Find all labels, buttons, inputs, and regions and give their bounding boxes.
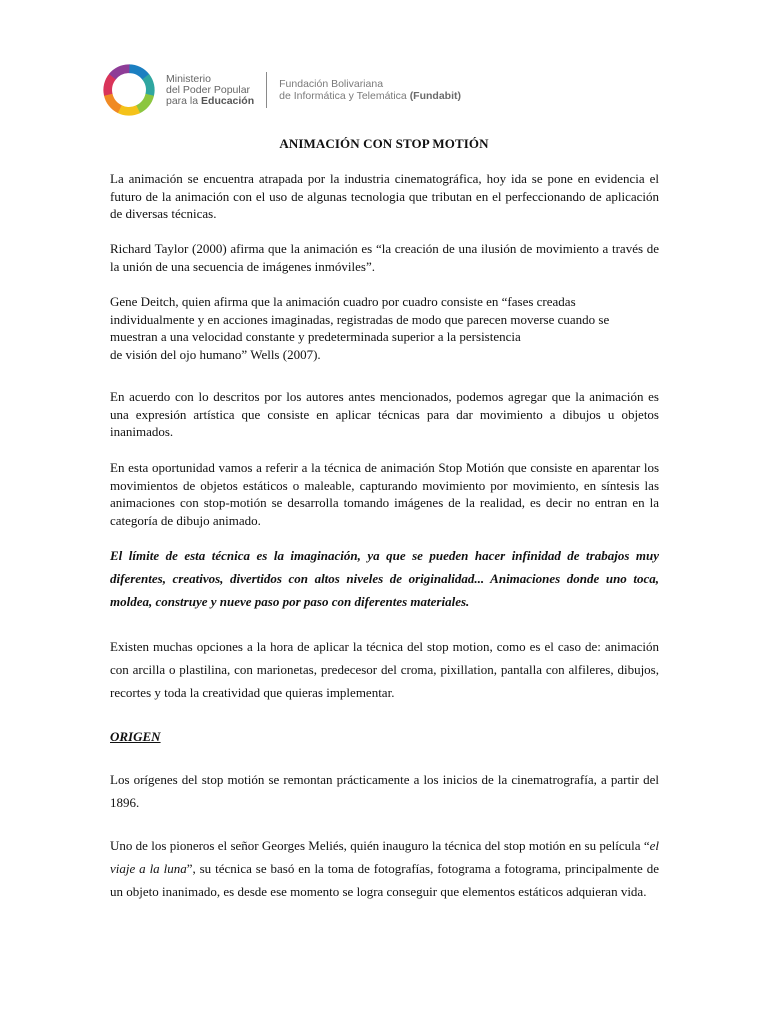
paragraph-melies-part-2: ”, su técnica se basó en la toma de fotografías, fotograma a fotograma, principalmente de un objeto inanimado, es desde ese momento se logra conseguir que elementos estáticos adquieran vida.: [110, 861, 659, 899]
logo-ring-segment: [138, 95, 150, 110]
paragraph-melies: [110, 834, 659, 903]
section-heading-origen: ORIGEN: [110, 729, 161, 744]
logo-ring-segment: [108, 76, 113, 94]
document-title: ANIMACIÓN CON STOP MOTIÓN: [279, 136, 489, 151]
paragraph-deitch-line-1: Gene Deitch, quien afirma que la animación cuadro por cuadro consiste en “fases creadas: [110, 294, 576, 309]
header-logo: [100, 60, 461, 120]
logo-ring-segment: [119, 109, 138, 111]
paragraph-intro: La animación se encuentra atrapada por la industria cinematográfica, hoy ida se pone en evidencia el futuro de la animación con el uso de algunas tecnologia que tributan en el perfeccionando de aplicación de diversas técnicas.: [110, 171, 659, 221]
ministry-line-3-prefix: para la: [166, 94, 202, 107]
fundabit-line-1: Fundación Bolivariana: [279, 78, 384, 90]
fundabit-line-2: [279, 90, 461, 102]
fundabit-line-2-prefix: de Informática y Telemática: [279, 90, 410, 102]
paragraph-agreement: En acuerdo con lo descritos por los autores antes mencionados, podemos agregar que la animación es una expresión artística que consiste en aplicar técnicas para dar movimiento a dibujos u objetos inanimados.: [110, 389, 659, 439]
logo-ring-segment: [129, 69, 146, 77]
paragraph-stop-motion: En esta oportunidad vamos a referir a la técnica de animación Stop Motión que consiste en aparentar los movimientos de objetos estáticos o maleable, capturando movimiento por movimiento, en síntesis las animaciones con stop-motión se desarrolla tomando imágenes de la realidad, es decir no entran en la categoría de dibujo animado.: [110, 460, 659, 528]
film-title-quote: el viaje a la luna: [110, 838, 659, 876]
paragraph-limit-emphasis: El límite de esta técnica es la imaginación, ya que se pueden hacer infinidad de trabajos muy diferentes, creativos, divertidos con altos niveles de originalidad... Animaciones donde uno toca, moldea, construye y nueve paso por paso con diferentes materiales.: [110, 548, 659, 609]
paragraph-deitch: [110, 293, 659, 363]
logo-ring-segment: [146, 77, 151, 95]
ministry-line-2: del Poder Popular: [166, 83, 251, 96]
paragraph-melies-part-1: Uno de los pioneros el señor Georges Meliés, quién inauguro la técnica del stop motión en su película “: [110, 838, 650, 853]
paragraph-deitch-line-3: muestran a una velocidad constante y predeterminada superior a la persistencia: [110, 329, 521, 344]
paragraph-deitch-line-2: individualmente y en acciones imaginadas, registradas de modo que parecen moverse cuando se: [110, 311, 610, 327]
ministry-logo-icon: [100, 61, 158, 119]
logo-ring-segment: [108, 94, 120, 109]
ministry-line-1: Ministerio: [166, 72, 211, 85]
paragraph-options: Existen muchas opciones a la hora de aplicar la técnica del stop motion, como es el caso de: animación con arcilla o plastilina, con marionetas, predecesor del croma, pixillation, pantalla con alfileres, dibujos, recortes y toda la creatividad que quieras implementar.: [110, 639, 659, 700]
fundabit-line-2-bold: (Fundabit): [409, 90, 462, 102]
logo-ring-center: [116, 77, 141, 102]
paragraph-taylor: Richard Taylor (2000) afirma que la animación es “la creación de una ilusión de movimiento a través de la unión de una secuencia de imágenes inmóviles”.: [110, 241, 659, 274]
ministry-name: [166, 74, 254, 107]
ministry-line-3: [166, 96, 254, 107]
paragraph-deitch-line-4: de visión del ojo humano” Wells (2007).: [110, 346, 321, 362]
paragraph-origins: Los orígenes del stop motión se remontan prácticamente a los inicios de la cinematrografía, a partir del 1896.: [110, 772, 659, 810]
logo-ring-segment: [112, 69, 129, 77]
ministry-line-3-bold: Educación: [201, 94, 255, 107]
logo-divider: [266, 72, 267, 108]
fundabit-name: [279, 78, 461, 102]
